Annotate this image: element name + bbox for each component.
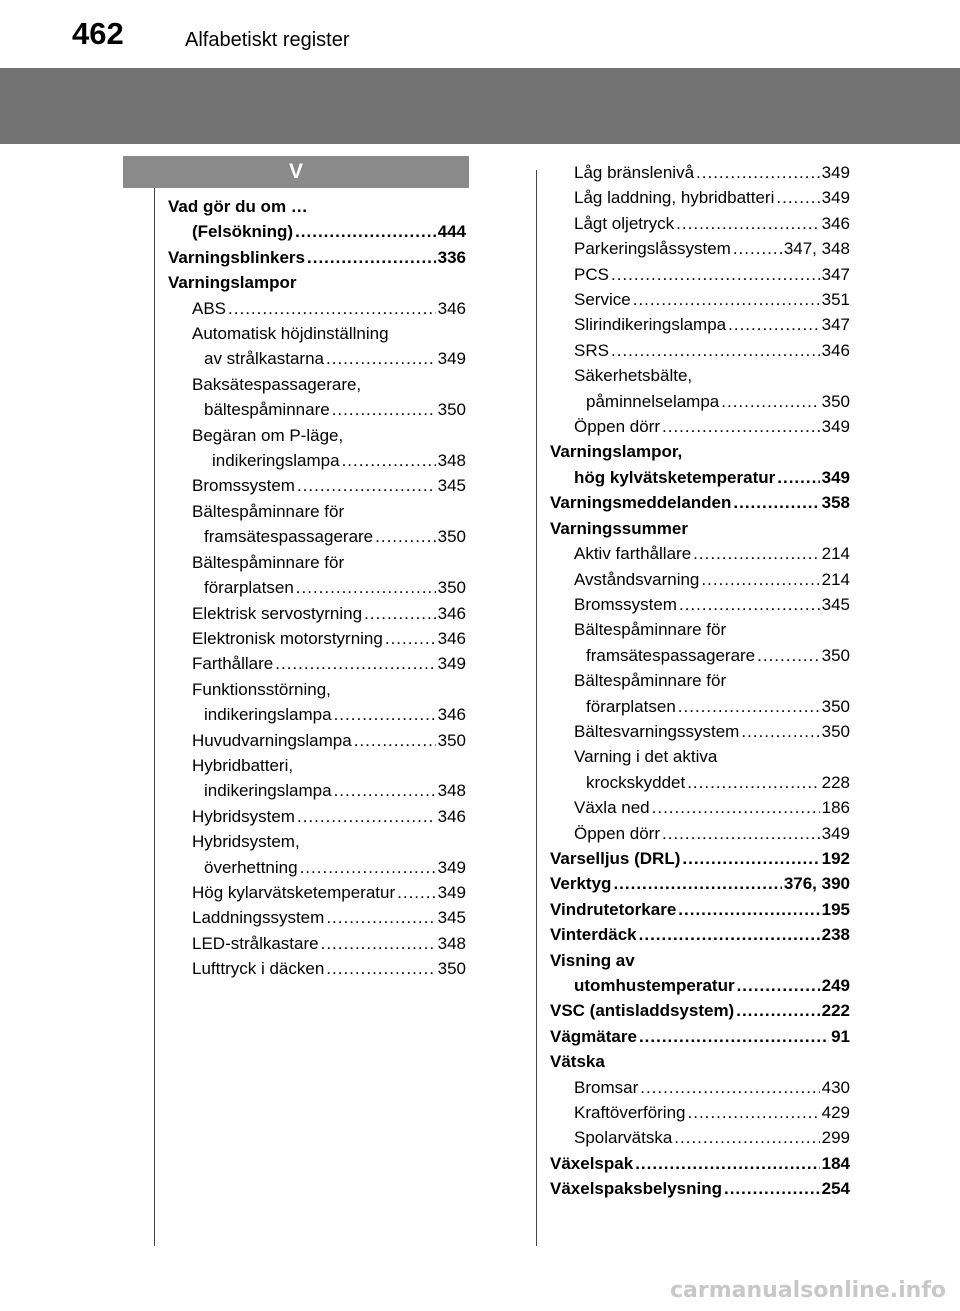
entry-page-number: 350 (821, 721, 850, 741)
entry-term: Öppen dörr (574, 823, 660, 843)
entry-page-number: 349 (821, 163, 850, 182)
dot-leader (639, 922, 820, 947)
index-entry (550, 998, 850, 1023)
index-entry (168, 829, 466, 854)
entry-page-number: 350 (821, 696, 850, 716)
dot-leader (640, 1075, 819, 1100)
entry-page-number: 347 (821, 264, 850, 284)
index-entry (550, 719, 850, 744)
dot-leader (295, 219, 436, 244)
entry-page-number: 346 (821, 340, 850, 360)
entry-term: Lufttryck i däcken (192, 959, 325, 979)
entry-term: SRS (574, 340, 609, 360)
entry-page-number: 348 (437, 933, 466, 953)
dot-leader (611, 338, 820, 363)
dot-leader (354, 728, 436, 753)
index-entry (550, 211, 850, 236)
index-entry (168, 296, 466, 321)
entry-term: Spolarvätska (574, 1128, 673, 1148)
entry-page-number: 346 (437, 603, 466, 623)
index-entry (168, 905, 466, 930)
dot-leader (682, 846, 819, 871)
dot-leader (728, 312, 820, 337)
index-entry (550, 236, 850, 261)
entry-page-number: 349 (821, 417, 850, 437)
entry-term: (Felsökning) (192, 222, 294, 242)
dot-leader (736, 998, 819, 1023)
entry-page-number: 349 (821, 823, 850, 843)
index-entry (168, 397, 466, 422)
entry-term: Bältespåminnare för (192, 501, 345, 521)
entry-term: Bältesvarningssystem (574, 721, 740, 741)
entry-page-number: 345 (437, 476, 466, 496)
entry-term: av strålkastarna (204, 349, 324, 369)
entry-term: krockskyddet (586, 772, 686, 792)
entry-term: Bältespåminnare för (574, 620, 727, 640)
entry-term: Service (574, 290, 631, 310)
index-entry (550, 592, 850, 617)
entry-term: Verktyg (550, 874, 612, 894)
dot-leader (228, 296, 436, 321)
index-entry (168, 499, 466, 524)
entry-term: Elektrisk servostyrning (192, 603, 363, 623)
entry-term: Parkeringslåssystem (574, 239, 731, 259)
index-entry (550, 1176, 850, 1201)
dot-leader (342, 448, 436, 473)
entry-page-number: 350 (821, 645, 850, 665)
entry-page-number: 254 (821, 1179, 850, 1199)
entry-term: Vindrutetorkare (550, 899, 677, 919)
entry-page-number: 430 (821, 1077, 850, 1097)
entry-term: Varningssummer (550, 518, 688, 538)
entry-term: Vinterdäck (550, 925, 637, 945)
index-entry (168, 372, 466, 397)
entry-term: Varningsblinkers (168, 247, 305, 267)
index-entry (550, 795, 850, 820)
index-entry (550, 744, 850, 769)
index-entry (168, 270, 466, 295)
dot-leader (676, 211, 819, 236)
entry-term: Hybridsystem, (192, 832, 300, 852)
index-entry (168, 778, 466, 803)
page-number: 462 (72, 16, 124, 51)
index-entry (550, 465, 850, 490)
entry-page-number: 350 (437, 730, 466, 750)
dot-leader (297, 804, 436, 829)
entry-term: Låg laddning, hybridbatteri (574, 188, 775, 208)
index-entry (550, 617, 850, 642)
dot-leader (678, 897, 819, 922)
entry-term: Farthållare (192, 654, 274, 674)
entry-page-number: 347 (821, 315, 850, 335)
entry-term: Hybridsystem (192, 806, 295, 826)
entry-term: framsätespassagerare (586, 645, 756, 665)
dot-leader (639, 1024, 829, 1049)
dot-leader (375, 524, 435, 549)
index-entry (168, 473, 466, 498)
index-entry (550, 490, 850, 515)
index-entry (168, 855, 466, 880)
index-entry (550, 185, 850, 210)
index-entry (550, 922, 850, 947)
index-entry (550, 414, 850, 439)
entry-term: Hög kylarvätsketemperatur (192, 882, 396, 902)
entry-term: Lågt oljetryck (574, 213, 675, 233)
entry-page-number: 346 (437, 628, 466, 648)
dot-leader (633, 287, 820, 312)
dot-leader (721, 389, 819, 414)
entry-term: Automatisk höjdinställning (192, 324, 389, 344)
entry-term: Begäran om P-läge, (192, 425, 344, 445)
entry-page-number: 349 (437, 349, 466, 369)
index-entry (550, 770, 850, 795)
index-entry (168, 448, 466, 473)
index-entry (550, 668, 850, 693)
dot-leader (733, 236, 782, 261)
index-entry (550, 439, 850, 464)
index-entry (168, 677, 466, 702)
dot-leader (385, 626, 436, 651)
entry-term: Bältespåminnare för (192, 552, 345, 572)
index-entry (550, 871, 850, 896)
entry-term: Varning i det aktiva (574, 747, 718, 767)
dot-leader (724, 1176, 820, 1201)
dot-leader (776, 185, 819, 210)
entry-term: Varningsmeddelanden (550, 493, 732, 513)
index-entry (168, 728, 466, 753)
index-entry (168, 321, 466, 346)
index-entry (168, 219, 466, 244)
entry-page-number: 349 (437, 857, 466, 877)
entry-term: ABS (192, 298, 227, 318)
entry-term: Bromssystem (192, 476, 295, 496)
index-entry (168, 524, 466, 549)
index-entry (550, 516, 850, 541)
dot-leader (757, 643, 819, 668)
running-title: Alfabetiskt register (185, 29, 350, 51)
entry-term: överhettning (204, 857, 298, 877)
entry-page-number: 214 (821, 569, 850, 589)
entry-term: Baksätespassagerare, (192, 374, 362, 394)
page-header (0, 0, 960, 62)
index-entry (168, 931, 466, 956)
index-entry (550, 821, 850, 846)
dot-leader (733, 490, 819, 515)
dot-leader (321, 931, 436, 956)
entry-page-number: 184 (821, 1153, 850, 1173)
entry-term: indikeringslampa (212, 451, 340, 471)
entry-page-number: 348 (437, 451, 466, 471)
entry-page-number: 349 (821, 467, 850, 487)
index-entry (550, 338, 850, 363)
entry-page-number: 349 (821, 188, 850, 208)
entry-term: Elektronisk motorstyrning (192, 628, 383, 648)
entry-page-number: 345 (437, 908, 466, 928)
entry-page-number: 349 (437, 654, 466, 674)
index-column-left (168, 194, 466, 982)
dot-leader (635, 1151, 819, 1176)
entry-term: LED-strålkastare (192, 933, 319, 953)
dot-leader (662, 414, 820, 439)
index-entry (168, 575, 466, 600)
dot-leader (364, 601, 436, 626)
watermark: carmanualsonline.info (670, 1278, 946, 1303)
index-column-right (550, 160, 850, 1202)
entry-page-number: 346 (437, 806, 466, 826)
entry-page-number: 186 (821, 798, 850, 818)
index-entry (550, 1049, 850, 1074)
entry-page-number: 351 (821, 290, 850, 310)
dot-leader (326, 905, 435, 930)
index-entry (168, 753, 466, 778)
entry-page-number: 345 (821, 594, 850, 614)
header-band (0, 68, 960, 144)
dot-leader (332, 397, 436, 422)
entry-term: framsätespassagerare (204, 527, 374, 547)
dot-leader (334, 778, 436, 803)
entry-term: indikeringslampa (204, 781, 332, 801)
index-entry (550, 1151, 850, 1176)
index-entry (168, 601, 466, 626)
dot-leader (674, 1125, 819, 1150)
entry-page-number: 346 (437, 705, 466, 725)
entry-term: Säkerhetsbälte, (574, 366, 693, 386)
index-entry (550, 262, 850, 287)
index-entry (550, 948, 850, 973)
entry-term: Varningslampor, (550, 442, 683, 462)
index-entry (550, 694, 850, 719)
entry-term: Växelspaksbelysning (550, 1179, 722, 1199)
entry-page-number: 350 (437, 400, 466, 420)
entry-page-number: 347, 348 (783, 239, 850, 259)
index-entry (168, 194, 466, 219)
index-entry (550, 541, 850, 566)
index-entry (550, 1100, 850, 1125)
index-entry (168, 880, 466, 905)
dot-leader (326, 346, 436, 371)
entry-page-number: 299 (821, 1128, 850, 1148)
index-entry (550, 312, 850, 337)
entry-term: hög kylvätsketemperatur (574, 467, 776, 487)
dot-leader (696, 160, 820, 185)
entry-term: Vätska (550, 1052, 605, 1072)
entry-term: Laddningssystem (192, 908, 325, 928)
index-entry (168, 346, 466, 371)
entry-term: indikeringslampa (204, 705, 332, 725)
index-entry (550, 389, 850, 414)
dot-leader (397, 880, 435, 905)
index-entry (168, 245, 466, 270)
dot-leader (326, 956, 435, 981)
index-entry (168, 651, 466, 676)
entry-term: Låg bränslenivå (574, 163, 695, 182)
index-entry (168, 626, 466, 651)
entry-term: PCS (574, 264, 609, 284)
dot-leader (613, 871, 781, 896)
dot-leader (687, 770, 819, 795)
index-entry (550, 1125, 850, 1150)
entry-page-number: 195 (821, 899, 850, 919)
entry-page-number: 350 (437, 959, 466, 979)
entry-term: Öppen dörr (574, 417, 660, 437)
index-entry (550, 643, 850, 668)
index-entry (550, 973, 850, 998)
index-entry (550, 897, 850, 922)
entry-page-number: 348 (437, 781, 466, 801)
column-divider-right (536, 170, 537, 1246)
dot-leader (737, 973, 820, 998)
dot-leader (678, 694, 820, 719)
entry-term: Aktiv farthållare (574, 544, 692, 564)
entry-page-number: 349 (437, 882, 466, 902)
entry-page-number: 346 (437, 298, 466, 318)
entry-term: Vad gör du om … (168, 197, 308, 216)
entry-page-number: 228 (821, 772, 850, 792)
entry-term: Varningslampor (168, 273, 297, 293)
dot-leader (679, 592, 820, 617)
entry-term: Funktionsstörning, (192, 679, 331, 699)
entry-term: Bromssystem (574, 594, 677, 614)
entry-term: förarplatsen (586, 696, 676, 716)
entry-term: Avståndsvarning (574, 569, 700, 589)
entry-page-number: 358 (821, 493, 850, 513)
index-entry (168, 702, 466, 727)
entry-term: Växla ned (574, 798, 650, 818)
dot-leader (662, 821, 820, 846)
dot-leader (777, 465, 819, 490)
index-entry (168, 804, 466, 829)
dot-leader (300, 855, 436, 880)
entry-page-number: 192 (821, 848, 850, 868)
entry-page-number: 350 (821, 391, 850, 411)
entry-page-number: 350 (437, 527, 466, 547)
entry-term: Bromsar (574, 1077, 639, 1097)
entry-page-number: 214 (821, 544, 850, 564)
entry-term: Växelspak (550, 1153, 634, 1173)
entry-page-number: 429 (821, 1103, 850, 1123)
entry-term: förarplatsen (204, 578, 294, 598)
entry-term: VSC (antisladdsystem) (550, 1001, 735, 1021)
index-entry (550, 1075, 850, 1100)
entry-term: Hybridbatteri, (192, 755, 294, 775)
dot-leader (296, 575, 436, 600)
entry-term: Visning av (550, 950, 635, 970)
entry-term: Kraftöverföring (574, 1103, 686, 1123)
dot-leader (297, 473, 436, 498)
index-entry (550, 287, 850, 312)
entry-page-number: 336 (437, 247, 466, 267)
dot-leader (307, 245, 436, 270)
index-entry (550, 567, 850, 592)
dot-leader (701, 567, 819, 592)
index-entry (168, 956, 466, 981)
dot-leader (693, 541, 819, 566)
dot-leader (688, 1100, 820, 1125)
index-entry (168, 550, 466, 575)
entry-term: påminnelselampa (586, 391, 720, 411)
entry-term: Huvudvarningslampa (192, 730, 352, 750)
entry-term: utomhustemperatur (574, 976, 735, 995)
entry-page-number: 91 (831, 1026, 850, 1046)
column-divider-left (154, 188, 155, 1246)
index-entry (168, 423, 466, 448)
index-entry (550, 1024, 850, 1049)
entry-term: Varselljus (DRL) (550, 848, 681, 868)
entry-term: Bältespåminnare för (574, 671, 727, 691)
entry-page-number: 346 (821, 213, 850, 233)
index-entry (550, 160, 850, 185)
entry-page-number: 249 (821, 976, 850, 995)
entry-term: Vägmätare (550, 1026, 637, 1046)
entry-page-number: 350 (437, 578, 466, 598)
section-letter-bar: V (123, 156, 469, 188)
dot-leader (741, 719, 819, 744)
entry-page-number: 444 (437, 222, 466, 242)
entry-page-number: 222 (821, 1001, 850, 1021)
entry-page-number: 238 (821, 925, 850, 945)
dot-leader (334, 702, 436, 727)
entry-term: Slirindikeringslampa (574, 315, 727, 335)
dot-leader (611, 262, 820, 287)
index-entry (550, 846, 850, 871)
index-entry (550, 363, 850, 388)
dot-leader (652, 795, 820, 820)
entry-page-number: 376, 390 (783, 874, 850, 894)
dot-leader (275, 651, 435, 676)
entry-term: bältespåminnare (204, 400, 330, 420)
